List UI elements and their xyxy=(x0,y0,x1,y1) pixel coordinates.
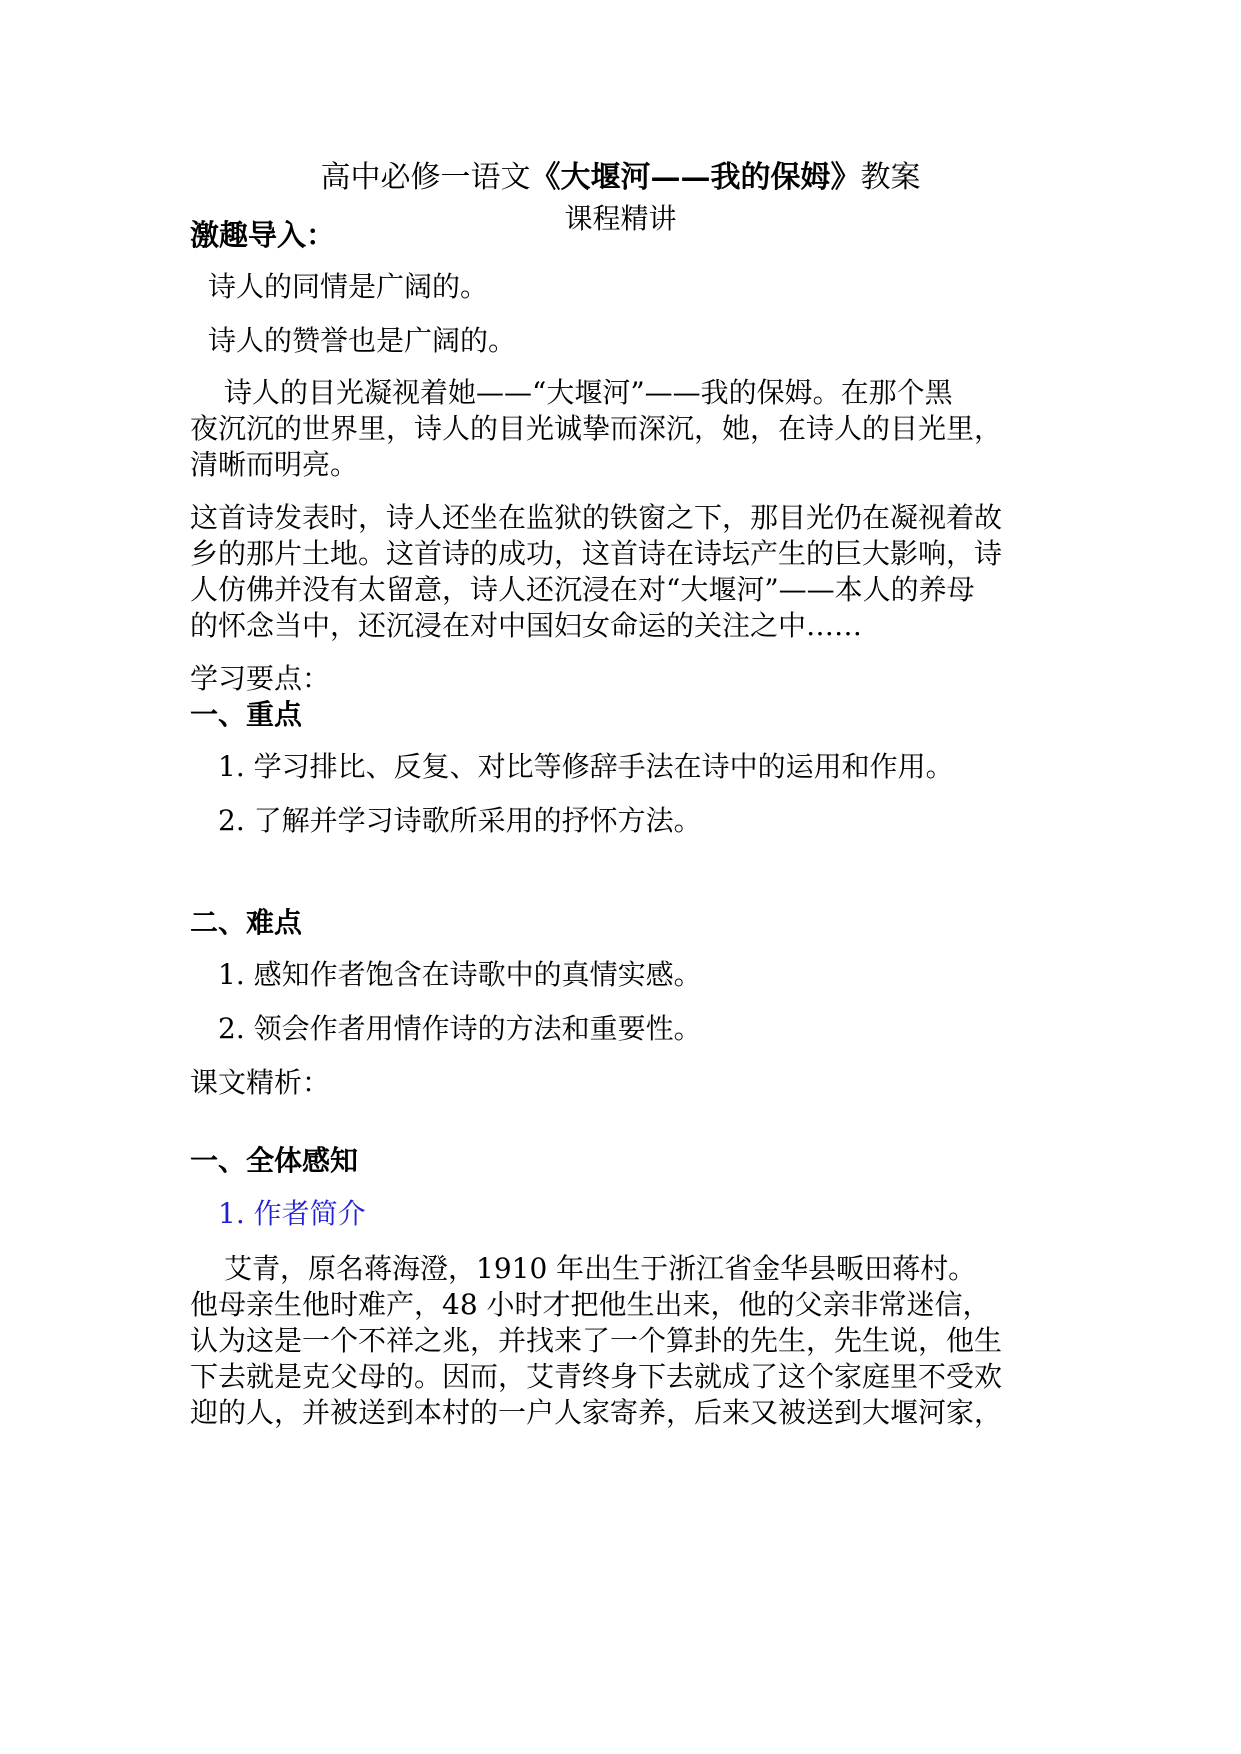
sub-heading: 1. 作者简介 xyxy=(218,1197,366,1230)
paragraph-line: 人仿佛并没有太留意，诗人还沉浸在对“大堰河”——本人的养母 xyxy=(190,573,975,606)
paragraph-line: 认为这是一个不祥之兆，并找来了一个算卦的先生，先生说，他生 xyxy=(190,1324,1003,1357)
list-item: 1. 学习排比、反复、对比等修辞手法在诗中的运用和作用。 xyxy=(218,750,954,783)
paragraph-line: 艾青，原名蒋海澄，1910 年出生于浙江省金华县畈田蒋村。 xyxy=(224,1252,977,1285)
title-suffix: 教案 xyxy=(860,160,921,195)
section-heading: 一、全体感知 xyxy=(190,1144,359,1177)
title-bold: 《大堰河——我的保姆》 xyxy=(530,160,861,195)
list-item: 1. 感知作者饱含在诗歌中的真情实感。 xyxy=(218,958,702,991)
document-title xyxy=(0,158,1241,198)
paragraph-line: 迎的人，并被送到本村的一户人家寄养，后来又被送到大堰河家， xyxy=(190,1396,1003,1429)
intro-heading: 激趣导入： xyxy=(190,218,336,252)
key-points-label: 学习要点： xyxy=(190,662,331,695)
list-item: 2. 领会作者用情作诗的方法和重要性。 xyxy=(218,1012,702,1045)
analysis-label: 课文精析： xyxy=(190,1066,331,1099)
title-prefix: 高中必修一语文 xyxy=(320,160,531,195)
list-item: 2. 了解并学习诗歌所采用的抒怀方法。 xyxy=(218,804,702,837)
paragraph-line: 诗人的目光凝视着她——“大堰河”——我的保姆。在那个黑 xyxy=(224,376,953,409)
intro-line: 诗人的同情是广阔的。 xyxy=(208,270,489,303)
paragraph-line: 这首诗发表时，诗人还坐在监狱的铁窗之下，那目光仍在凝视着故 xyxy=(190,501,1003,534)
paragraph-line: 的怀念当中，还沉浸在对中国妇女命运的关注之中…… xyxy=(190,609,863,642)
paragraph-line: 乡的那片土地。这首诗的成功，这首诗在诗坛产生的巨大影响，诗 xyxy=(190,537,1003,570)
paragraph-line: 下去就是克父母的。因而，艾青终身下去就成了这个家庭里不受欢 xyxy=(190,1360,1003,1393)
intro-line: 诗人的赞誉也是广阔的。 xyxy=(208,324,517,357)
section-heading: 二、难点 xyxy=(190,906,303,939)
paragraph-line: 清晰而明亮。 xyxy=(190,448,359,481)
paragraph-line: 他母亲生他时难产，48 小时才把他生出来，他的父亲非常迷信， xyxy=(190,1288,991,1321)
paragraph-line: 夜沉沉的世界里，诗人的目光诚挚而深沉，她，在诗人的目光里， xyxy=(190,412,1003,445)
document-subtitle: 课程精讲 xyxy=(564,202,677,235)
section-heading: 一、重点 xyxy=(190,698,303,731)
